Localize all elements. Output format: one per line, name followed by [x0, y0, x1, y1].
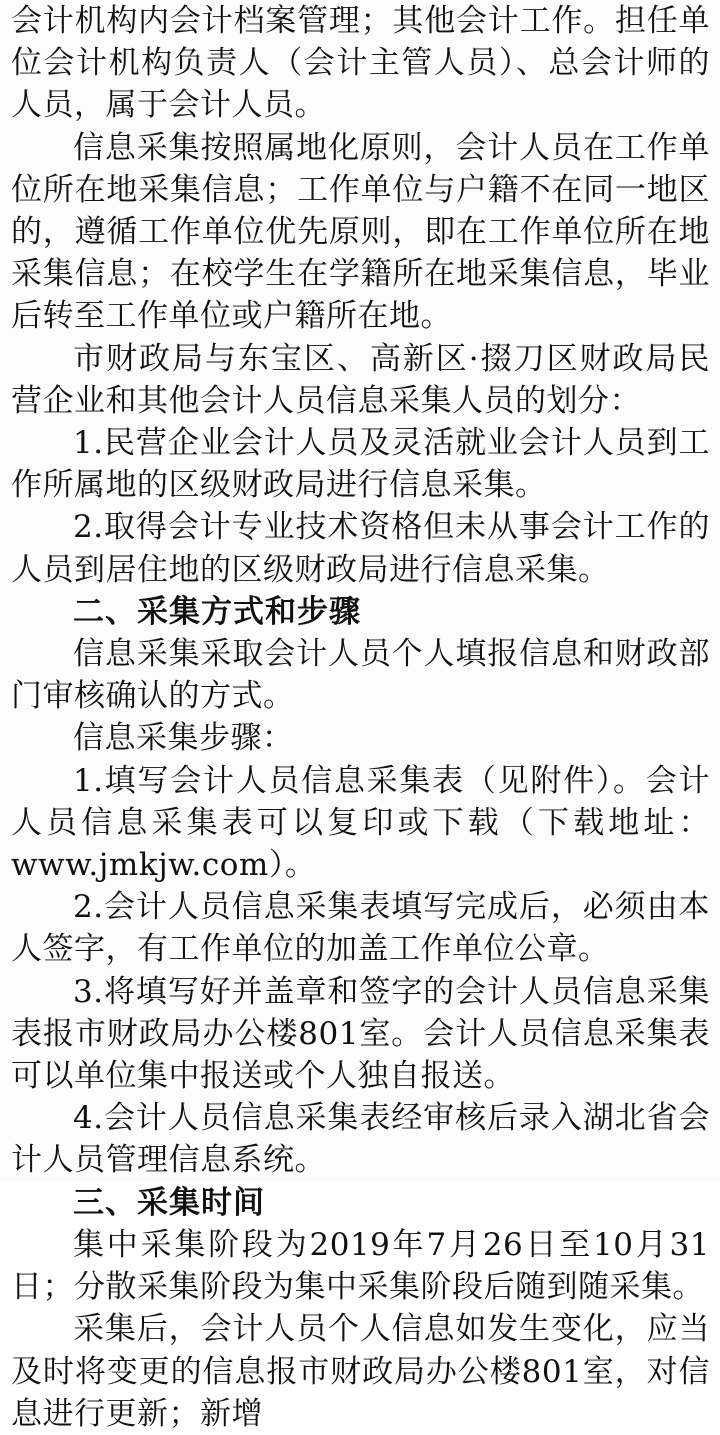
paragraph-time-period: 集中采集阶段为2019年7月26日至10月31日；分散采集阶段为集中采集阶段后随到随采集。 — [11, 1226, 710, 1306]
paragraph-update: 采集后，会计人员个人信息如发生变化，应当及时将变更的信息报市财政局办公楼801室，对信息进行更新；新增 — [11, 1311, 710, 1432]
paragraph-continuation: 会计机构内会计档案管理；其他会计工作。担任单位会计机构负责人（会计主管人员）、总会计师的人员，属于会计人员。 — [11, 3, 710, 124]
paragraph-collection-principle: 信息采集按照属地化原则，会计人员在工作单位所在地采集信息；工作单位与户籍不在同一地区的，遵循工作单位优先原则，即在工作单位所在地采集信息；在校学生在学籍所在地采集信息，毕业后转至工作单位或户籍所在地。 — [11, 129, 710, 335]
paragraph-step-3: 3.将填写好并盖章和签字的会计人员信息采集表报市财政局办公楼801室。会计人员信息采集表可以单位集中报送或个人独自报送。 — [11, 973, 710, 1095]
paragraph-method: 信息采集采取会计人员个人填报信息和财政部门审核确认的方式。 — [11, 636, 710, 715]
section-heading-method: 二、采集方式和步骤 — [73, 593, 361, 630]
section-heading-time: 三、采集时间 — [73, 1184, 265, 1221]
paragraph-step-4: 4.会计人员信息采集表经审核后录入湖北省会计人员管理信息系统。 — [11, 1100, 710, 1179]
paragraph-division-intro: 市财政局与东宝区、高新区·掇刀区财政局民营企业和其他会计人员信息采集人员的划分： — [11, 340, 710, 419]
paragraph-division-item-2: 2.取得会计专业技术资格但未从事会计工作的人员到居住地的区级财政局进行信息采集。 — [11, 509, 710, 588]
paragraph-step-2: 2.会计人员信息采集表填写完成后，必须由本人签字，有工作单位的加盖工作单位公章。 — [11, 889, 710, 968]
paragraph-step-1: 1.填写会计人员信息采集表（见附件）。会计人员信息采集表可以复印或下载（下载地址：www.jmkjw.com）。 — [11, 762, 710, 884]
paragraph-steps-intro: 信息采集步骤： — [73, 720, 294, 757]
document-body — [11, 0, 710, 1435]
paragraph-division-item-1: 1.民营企业会计人员及灵活就业会计人员到工作所属地的区级财政局进行信息采集。 — [11, 425, 710, 504]
